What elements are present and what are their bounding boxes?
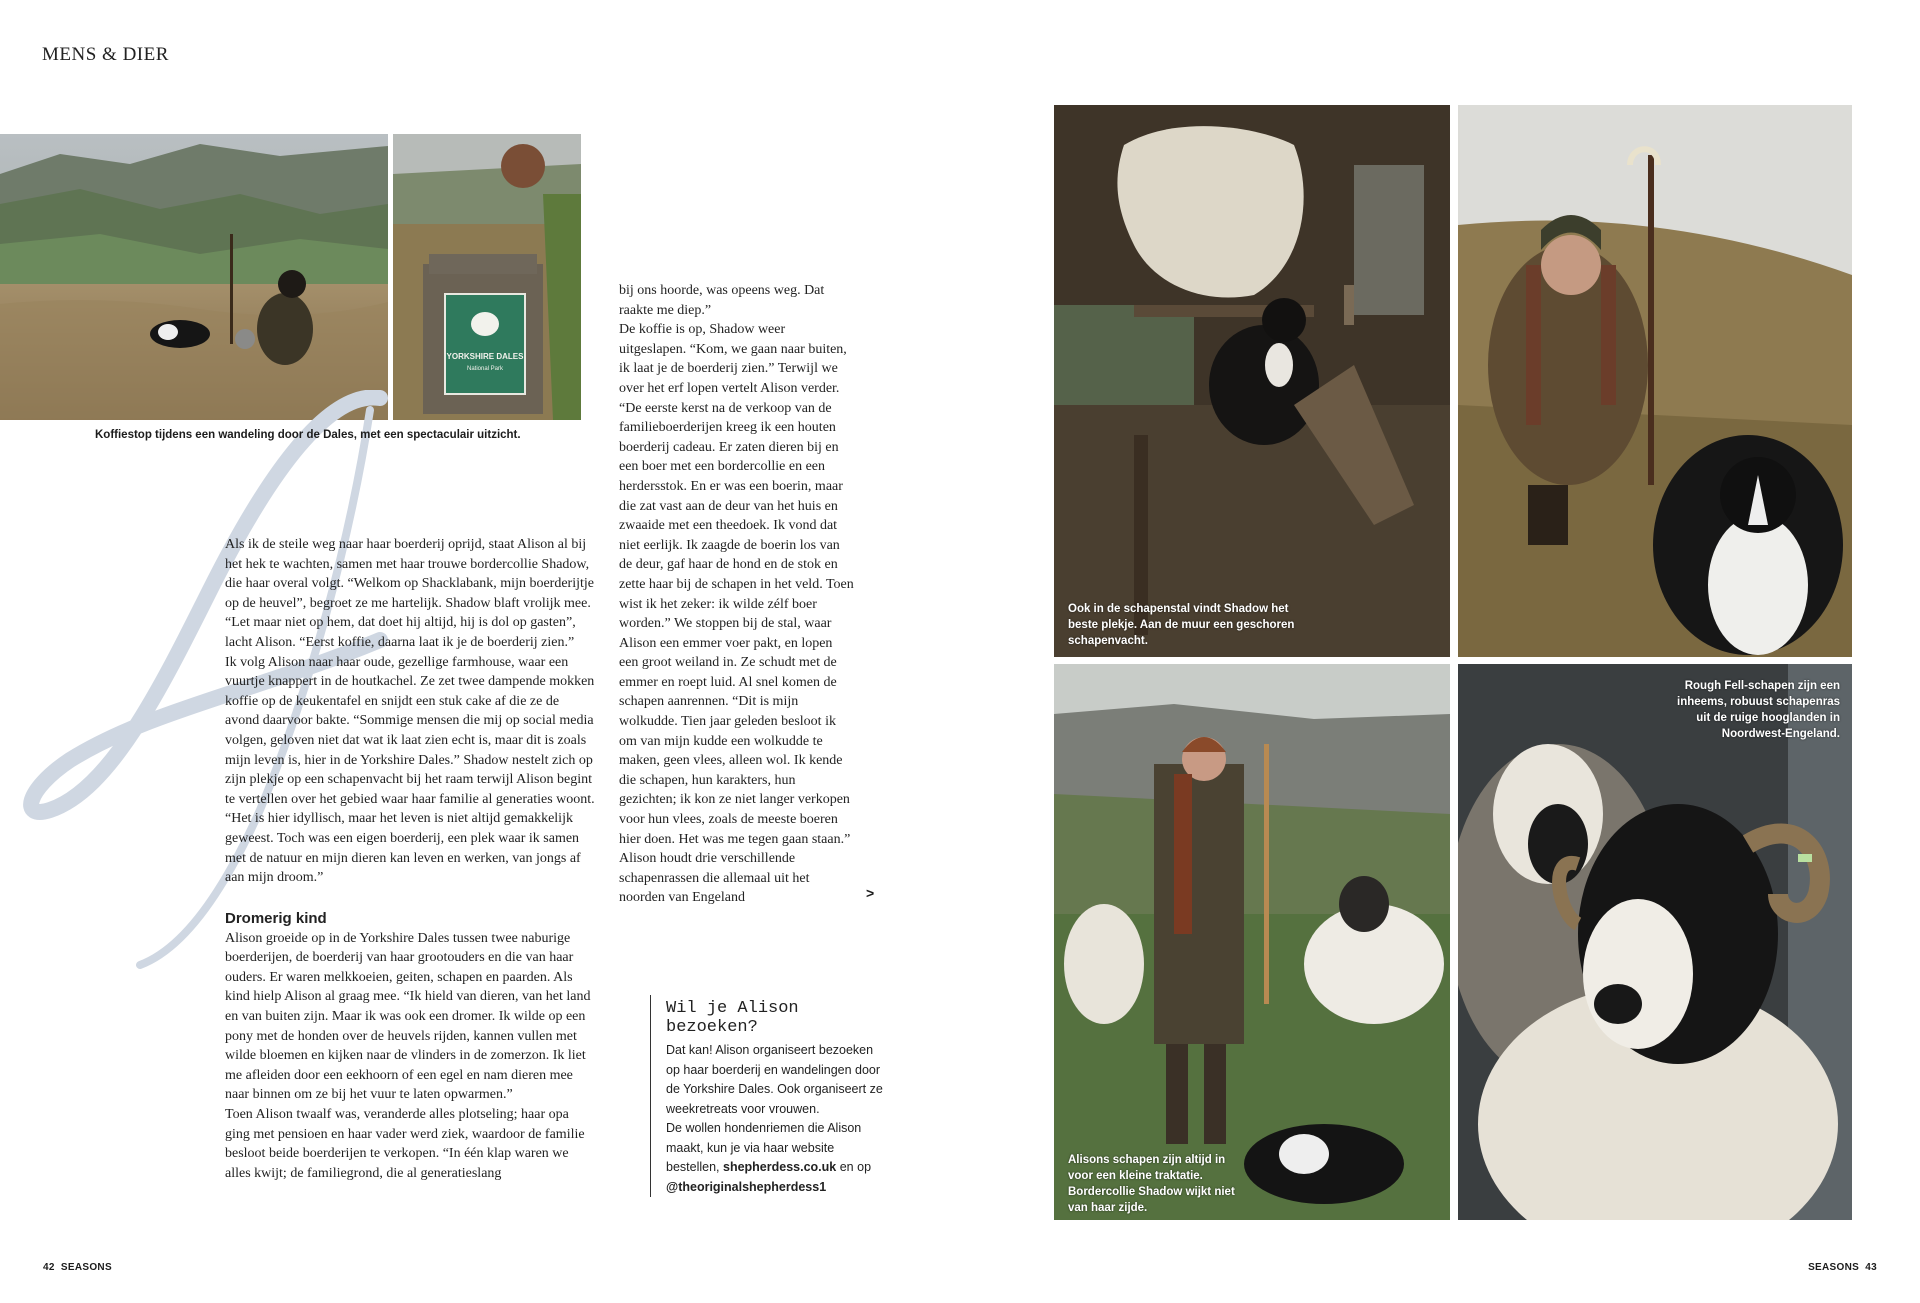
article-column-2 <box>619 281 855 908</box>
subheading: Dromerig kind <box>225 909 327 927</box>
info-box-title: Wil je Alison bezoeken? <box>666 999 799 1037</box>
page-number-left <box>43 1262 112 1273</box>
photo-flock-bucket <box>1054 664 1450 1220</box>
sign-text: YORKSHIRE DALES <box>446 352 524 361</box>
info-box-text <box>666 1041 888 1197</box>
article-column-1 <box>225 535 595 1183</box>
info-box <box>650 995 888 1197</box>
instagram-link[interactable]: @theoriginalshepherdess1 <box>666 1179 827 1194</box>
caption-roughfell: Rough Fell-schapen zijn een inheems, robuust schapenras uit de ruige hooglanden in Noordwest-Engeland. <box>1677 680 1840 740</box>
caption-flock: Alisons schapen zijn altijd in voor een kleine traktatie. Bordercollie Shadow wijkt niet van haar zijde. <box>1068 1154 1235 1214</box>
magazine-name: SEASONS <box>1808 1262 1860 1273</box>
page-number: 43 <box>1865 1262 1877 1273</box>
paragraph: De koffie is op, Shadow weer uitgeslapen. “Kom, we gaan naar buiten, ik laat je de boerderij zien.” Terwijl we over het erf lopen vertelt Alison verder. “De eerste kerst na de verkoop van de familieboerderijen kreeg ik een houten boerderij cadeau. Er zaten dieren bij en een boer met een bordercollie en een herdersstok. En er was een boerin, maar die zat vast aan de deur van het huis en zwaaide met een theedoek. Ik vond dat niet eerlijk. Ik zaagde de boerin los van de deur, gaf haar de hond en de stok en zette haar bij de schapen in het veld. Toen wist ik het zeker: ik wilde zélf boer worden.” We stoppen bij de stal, waar Alison een emmer voer pakt, en lopen een groot weiland in. Ze schudt met de emmer en roept luid. Al snel komen de schapen aanrennen. “Dit is mijn wolkudde. Tien jaar geleden besloot ik om van mijn kudde een wolkudde te maken, geen vlees, alleen wol. Ik kende die schapen, hun karakters, hun gezichten; ik kon ze niet langer verkopen voor hun vlees, zoals de meeste boeren hier doen. Het was me tegen gaan staan.” Alison houdt drie verschillende schapenrassen die allemaal uit het noorden van Engeland <box>619 322 854 906</box>
info-text: en op <box>839 1160 872 1174</box>
photo-rough-fell-sheep <box>1458 664 1852 1220</box>
paragraph: Als ik de steile weg naar haar boerderij oprijd, staat Alison al bij het hek te wachten, samen met haar trouwe bordercollie Shadow, die haar overal volgt. “Welkom op Shacklabank, mijn boerderijtje op de heuvel”, begroet ze me hartelijk. Shadow blaft vrolijk mee. “Let maar niet op hem, dat doet hij altijd, hij is dol op gasten”, lacht Alison. “Eerst koffie, daarna laat ik je de boerderij zien.” <box>225 537 594 650</box>
continue-arrow[interactable]: > <box>866 885 875 901</box>
paragraph: Toen Alison twaalf was, veranderde alles plotseling; haar opa ging met pensioen en haar vader werd ziek, waardoor de familie besloot beide boerderijen te verkopen. “In één klap waren we alles kwijt; de familiegrond, die al generatieslang <box>225 1107 585 1181</box>
paragraph: bij ons hoorde, was opeens weg. Dat raakte me diep.” <box>619 283 825 318</box>
website-link[interactable]: shepherdess.co.uk <box>723 1160 837 1174</box>
photo-coffee-stop <box>0 134 388 420</box>
photo-shepherdess-dog <box>1458 105 1852 657</box>
photo-sheep-stall <box>1054 105 1450 657</box>
info-text: Dat kan! Alison organiseert bezoeken op haar boerderij en wandelingen door de Yorkshire Dales. Ook organiseert ze weekretreats voor vrouwen. <box>666 1043 883 1116</box>
magazine-name: SEASONS <box>60 1262 112 1273</box>
caption-coffee: Koffiestop tijdens een wandeling door de Dales, met een spectaculair uitzicht. <box>95 429 521 441</box>
caption-stall: Ook in de schapenstal vindt Shadow het beste plekje. Aan de muur een geschoren schapenvacht. <box>1068 603 1295 647</box>
section-label: MENS & DIER <box>42 44 169 65</box>
page-number-right <box>1808 1262 1877 1273</box>
paragraph: Alison groeide op in de Yorkshire Dales tussen twee naburige boerderijen, de boerderij van haar grootouders en die van haar ouders. Er waren melkkoeien, geiten, schapen en paarden. Als kind hielp Alison al graag mee. “Ik hield van dieren, van het land en van buiten zijn. Maar ik was ook een dromer. Ik wilde op een pony met de honden over de heuvels rijden, kannen vullen met wilde bloemen en kijken naar de vlinders in de zomerzon. Ik liet me afleiden door een eekhoorn of een egel en nam dieren mee naar binnen om ze bij het vuur te laten opwarmen.” <box>225 930 591 1103</box>
paragraph: Ik volg Alison naar haar oude, gezellige farmhouse, waar een vuurtje knappert in de houtkachel. Ze zet twee dampende mokken koffie op de keukentafel en snijdt een stuk cake af die ze de avond daarvoor bakte. “Sommige mensen die mij op social media volgen, geloven niet dat wat ik laat zien echt is, maar dit is zoals mijn leven is, hier in de Yorkshire Dales.” Shadow nestelt zich op zijn plekje op een schapenvacht bij het raam terwijl Alison begint te vertellen over het gebied waar haar familie al generaties woont. “Het is hier idyllisch, maar het leven is niet altijd gemakkelijk geweest. Toch was een eigen boerderij, een plek waar ik samen met de natuur en mijn dieren kan leven en werken, van jongs af aan mijn droom.” <box>225 654 595 886</box>
info-text: De wollen hondenriemen die Alison maakt, kun je via haar website bestellen, <box>666 1121 862 1174</box>
page-number: 42 <box>43 1262 55 1273</box>
photo-national-park-sign <box>393 134 581 420</box>
sign-subtext: National Park <box>466 366 504 372</box>
